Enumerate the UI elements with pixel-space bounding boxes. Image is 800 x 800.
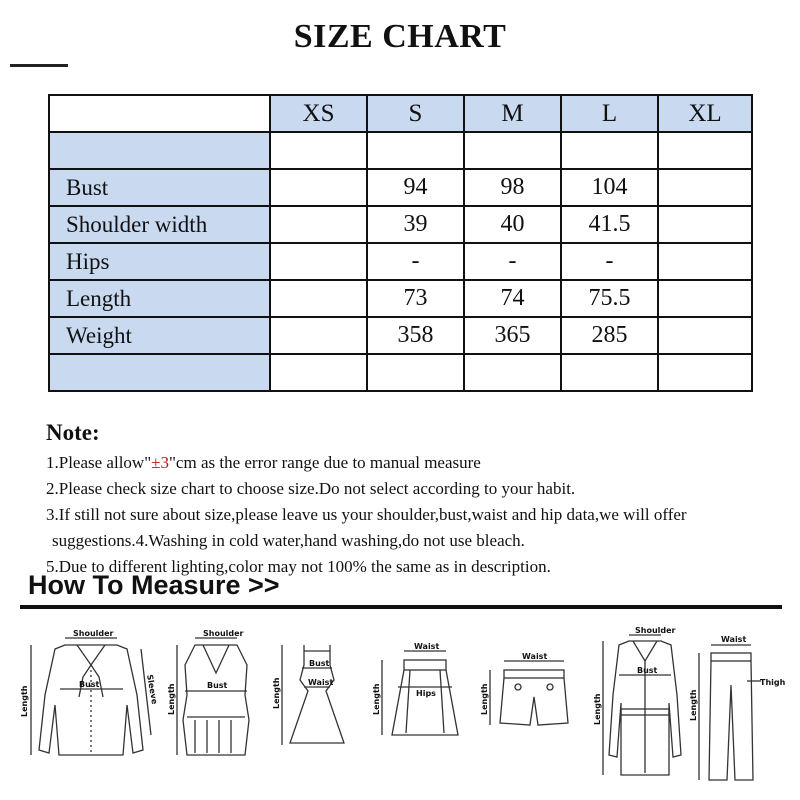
- size-header-xs: XS: [270, 95, 367, 132]
- note-line-1: [46, 450, 786, 476]
- cell-value: 39: [367, 206, 464, 243]
- cell-value: [658, 243, 752, 280]
- cell-value: [270, 132, 367, 169]
- pants-sketch-icon: [687, 625, 785, 785]
- cell-value: [270, 317, 367, 354]
- cell-value: -: [464, 243, 561, 280]
- size-header-xl: XL: [658, 95, 752, 132]
- cell-value: 365: [464, 317, 561, 354]
- cell-value: 75.5: [561, 280, 658, 317]
- cell-value: [464, 132, 561, 169]
- skirt-sketch-icon: [370, 625, 470, 775]
- size-header-s: S: [367, 95, 464, 132]
- length-label: Length: [689, 689, 698, 721]
- cell-value: 98: [464, 169, 561, 206]
- waist-label: Waist: [721, 635, 747, 644]
- table-row: [49, 280, 752, 317]
- cell-value: [658, 280, 752, 317]
- cell-value: 358: [367, 317, 464, 354]
- length-label: Length: [480, 683, 489, 715]
- cell-value: [561, 354, 658, 391]
- cell-value: [270, 243, 367, 280]
- row-label: Length: [49, 280, 270, 317]
- shorts-sketch-icon: [480, 625, 590, 775]
- error-range-highlight: ±3: [151, 453, 169, 472]
- cell-value: [658, 206, 752, 243]
- note-1-suffix: "cm as the error range due to manual measure: [168, 453, 481, 472]
- cell-value: 104: [561, 169, 658, 206]
- cell-value: -: [367, 243, 464, 280]
- cell-value: [270, 354, 367, 391]
- bust-label: Bust: [207, 681, 228, 690]
- row-label: Shoulder width: [49, 206, 270, 243]
- page-title: SIZE CHART: [293, 18, 507, 55]
- notes-section: [46, 420, 786, 580]
- length-label: Length: [372, 683, 381, 715]
- size-header-row: [49, 95, 752, 132]
- table-row: [49, 354, 752, 391]
- cell-value: [270, 280, 367, 317]
- thigh-label: Thigh: [760, 678, 785, 687]
- hips-label: Hips: [416, 689, 436, 698]
- header-corner-cell: [49, 95, 270, 132]
- table-row: [49, 317, 752, 354]
- bust-label: Bust: [309, 659, 330, 668]
- shoulder-label: Shoulder: [635, 626, 676, 635]
- sleeve-label: Sleeve: [145, 673, 160, 705]
- waist-label: Waist: [522, 652, 548, 661]
- cell-value: -: [561, 243, 658, 280]
- cell-value: 40: [464, 206, 561, 243]
- cell-value: [464, 354, 561, 391]
- table-row: [49, 243, 752, 280]
- size-table: [48, 94, 753, 392]
- bust-label: Bust: [637, 666, 658, 675]
- cell-value: 285: [561, 317, 658, 354]
- how-to-measure-rule: [20, 605, 782, 609]
- length-label: Length: [272, 677, 281, 709]
- cell-value: [367, 354, 464, 391]
- shoulder-label: Shoulder: [203, 629, 244, 638]
- table-row: [49, 132, 752, 169]
- shoulder-label: Shoulder: [73, 629, 114, 638]
- how-to-measure-heading: How To Measure >>: [28, 570, 280, 600]
- row-label: [49, 354, 270, 391]
- note-line-2: 2.Please check size chart to choose size.Do not select according to your habit.: [46, 479, 576, 498]
- cell-value: [658, 132, 752, 169]
- bust-label: Bust: [79, 680, 100, 689]
- cell-value: [561, 132, 658, 169]
- cell-value: [367, 132, 464, 169]
- coat-sketch-icon: [593, 625, 688, 785]
- note-line-3: 3.If still not sure about size,please leave us your shoulder,bust,waist and hip data,we will offer: [46, 505, 687, 524]
- dress-sketch-icon: [270, 625, 365, 775]
- note-line-3-continued: suggestions.4.Washing in cold water,hand washing,do not use bleach.: [52, 531, 525, 550]
- note-line-5: 5.Due to different lighting,color may not 100% the same as in description.: [46, 557, 551, 576]
- waist-label: Waist: [414, 642, 440, 651]
- cell-value: 74: [464, 280, 561, 317]
- cell-value: 73: [367, 280, 464, 317]
- length-label: Length: [20, 685, 29, 717]
- notes-heading: Note:: [46, 420, 100, 445]
- waist-label: Waist: [308, 678, 334, 687]
- cell-value: 94: [367, 169, 464, 206]
- blouse-sketch-icon: [15, 625, 160, 775]
- length-label: Length: [167, 683, 176, 715]
- cell-value: [270, 206, 367, 243]
- table-row: [49, 169, 752, 206]
- row-label: Weight: [49, 317, 270, 354]
- table-row: [49, 206, 752, 243]
- title-underline: [10, 64, 68, 67]
- length-label: Length: [593, 693, 602, 725]
- vest-sketch-icon: [165, 625, 265, 775]
- size-header-m: M: [464, 95, 561, 132]
- size-header-l: L: [561, 95, 658, 132]
- row-label: [49, 132, 270, 169]
- measurement-diagrams: [15, 625, 785, 795]
- note-1-prefix: 1.Please allow": [46, 453, 152, 472]
- row-label: Bust: [49, 169, 270, 206]
- cell-value: [270, 169, 367, 206]
- cell-value: [658, 354, 752, 391]
- row-label: Hips: [49, 243, 270, 280]
- cell-value: [658, 169, 752, 206]
- cell-value: [658, 317, 752, 354]
- cell-value: 41.5: [561, 206, 658, 243]
